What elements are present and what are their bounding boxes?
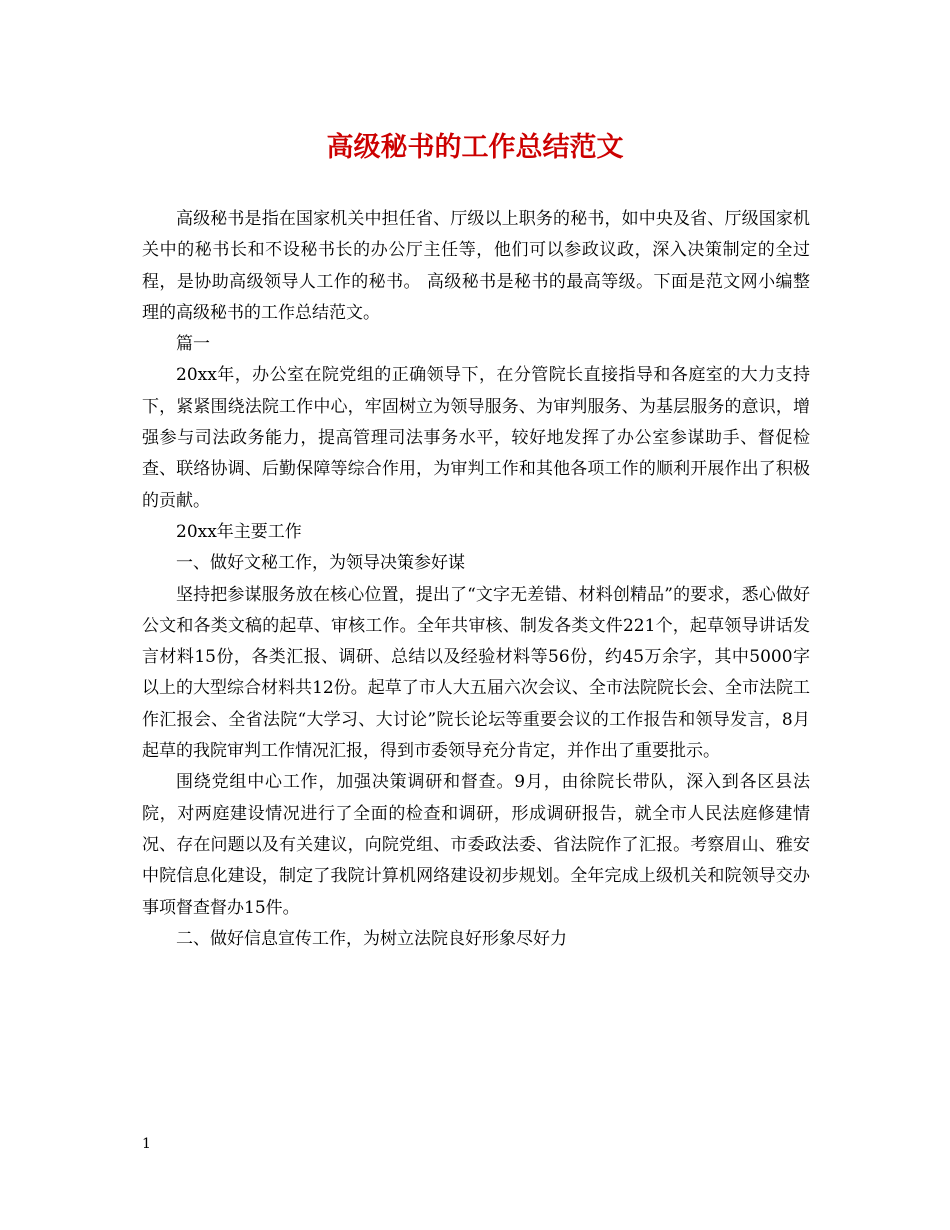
page-number: 1: [142, 1136, 151, 1152]
overview-paragraph: 20xx年，办公室在院党组的正确领导下，在分管院长直接指导和各庭室的大力支持下，紧紧围绕法院工作中心，牢固树立为领导服务、为审判服务、为基层服务的意识，增强参与司法政务能力，提高管理司法事务水平，较好地发挥了办公室参谋助手、督促检查、联络协调、后勤保障等综合作用，为审判工作和其他各项工作的顺利开展作出了积极的贡献。: [142, 365, 810, 511]
section-heading-two: 二、做好信息宣传工作，为树立法院良好形象尽好力: [176, 928, 567, 949]
document-body: [142, 204, 810, 955]
document-title: 高级秘书的工作总结范文: [326, 132, 624, 163]
secretarial-work-paragraph: 坚持把参谋服务放在核心位置，提出了“文字无差错、材料创精品”的要求，悉心做好公文和各类文稿的起草、审核工作。全年共审核、制发各类文件221个，起草领导讲话发言材料15份，各类汇报、调研、总结以及经验材料等56份，约45万余字，其中5000字以上的大型综合材料共12份。起草了市人大五届六次会议、全市法院院长会、全市法院工作汇报会、全省法院“大学习、大讨论”院长论坛等重要会议的工作报告和领导发言，8月起草的我院审判工作情况汇报，得到市委领导充分肯定，并作出了重要批示。: [142, 584, 810, 762]
research-supervision-paragraph: 围绕党组中心工作，加强决策调研和督查。9月，由徐院长带队，深入到各区县法院，对两庭建设情况进行了全面的检查和调研，形成调研报告，就全市人民法庭修建情况、存在问题以及有关建议，向院党组、市委政法委、省法院作了汇报。考察眉山、雅安中院信息化建设，制定了我院计算机网络建设初步规划。全年完成上级机关和院领导交办事项督查督办15件。: [142, 772, 810, 918]
section-heading-one: 一、做好文秘工作，为领导决策参好谋: [176, 553, 465, 574]
intro-paragraph: 高级秘书是指在国家机关中担任省、厅级以上职务的秘书，如中央及省、厅级国家机关中的秘书长和不设秘书长的办公厅主任等，他们可以参政议政，深入决策制定的全过程，是协助高级领导人工作的秘书。 高级秘书是秘书的最高等级。下面是范文网小编整理的高级秘书的工作总结范文。: [142, 209, 810, 323]
section-label-part-one: 篇一: [176, 334, 210, 355]
main-work-heading: 20xx年主要工作: [176, 521, 302, 542]
